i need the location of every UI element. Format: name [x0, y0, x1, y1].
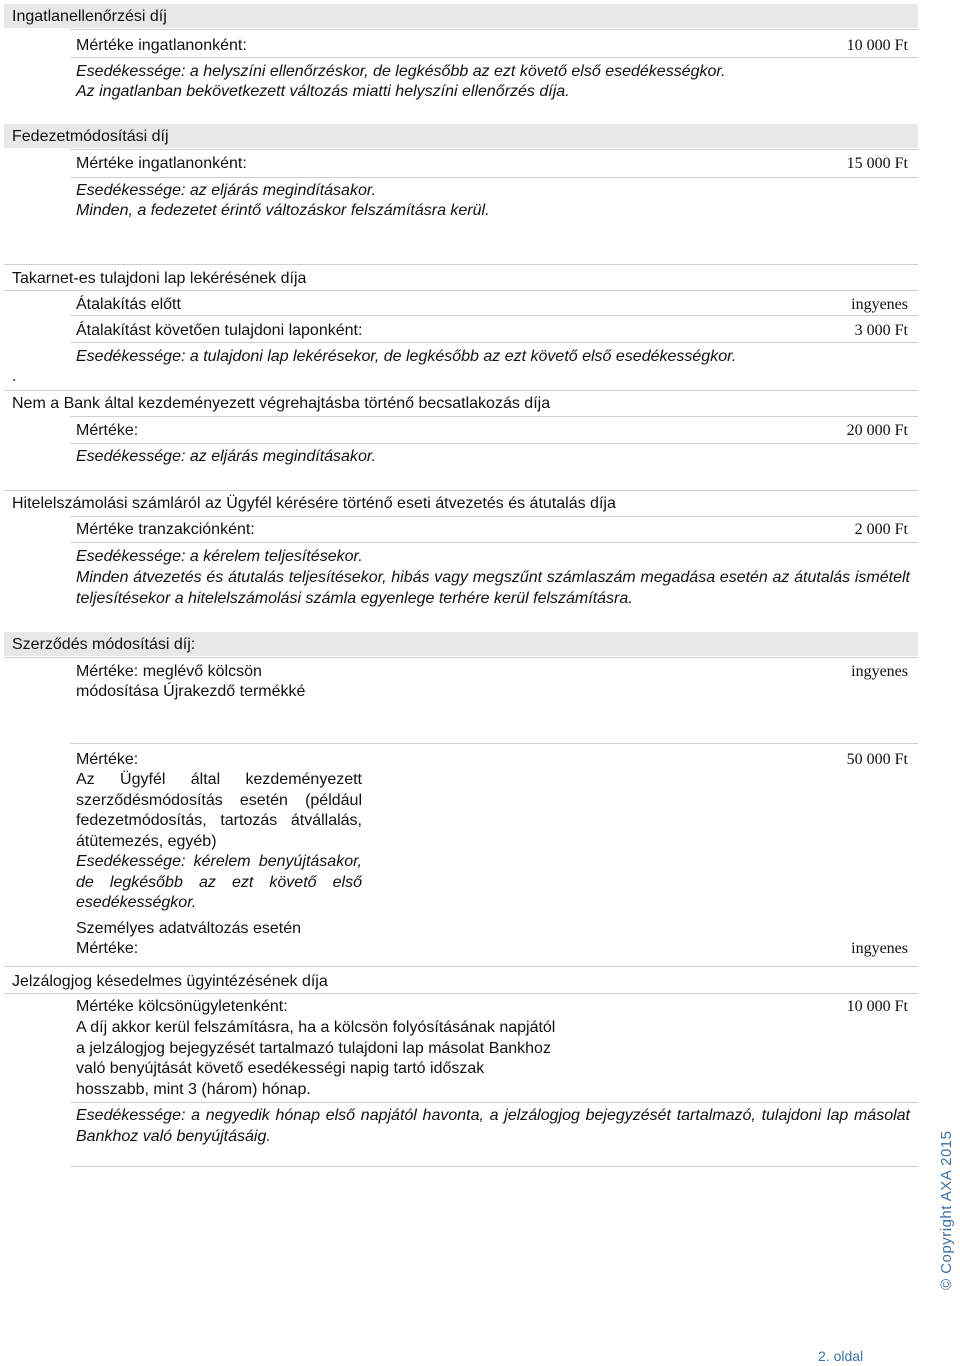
measure-label: Mértéke kölcsönügyletenként:: [76, 998, 288, 1015]
divider: [70, 743, 918, 744]
measure-label: Mértéke tranzakciónként:: [76, 521, 255, 538]
divider: [4, 657, 918, 658]
divider: [4, 264, 918, 265]
condition-text: A díj akkor kerül felszámításra, ha a kölcsön folyósításának napjától a jelzálogjog bejegyzését tartalmazó tulajdoni lap másolat Bankhoz való benyújtását követő esedékességi napig tartó időszak hosszabb, mint 3 (három) hónap.: [76, 1019, 556, 1098]
copyright-text: © Copyright AXA 2015: [938, 1130, 955, 1290]
divider: [4, 490, 918, 491]
section-title-takarnet: Takarnet-es tulajdoni lap lekérésének díja: [12, 270, 307, 287]
price-value: 10 000 Ft: [846, 37, 908, 54]
section-title-fedezet: Fedezetmódosítási díj: [12, 128, 169, 145]
divider: [70, 443, 918, 444]
divider: [70, 177, 918, 178]
dot-text: .: [12, 368, 17, 385]
measure-label: Mértéke ingatlanonként:: [76, 155, 247, 172]
divider: [70, 416, 918, 417]
measure-label: Mértéke:: [76, 422, 139, 439]
price-value: 2 000 Ft: [854, 521, 908, 538]
price-value: ingyenes: [851, 940, 908, 957]
measure-description: Az Ügyfél által kezdeményezett szerződésmódosítás esetén (például fedezetmódosítás, tartozás átvállalás, átütemezés, egyéb): [76, 771, 362, 850]
due-text: Minden, a fedezetet érintő változáskor felszámításra kerül.: [76, 202, 490, 219]
price-value: ingyenes: [851, 663, 908, 680]
divider: [70, 542, 918, 543]
divider: [70, 342, 918, 343]
divider: [4, 993, 918, 994]
due-text: Esedékessége: kérelem benyújtásakor, de legkésőbb az ezt követő első esedékességkor.: [76, 853, 362, 911]
price-value: 15 000 Ft: [846, 155, 908, 172]
divider: [4, 966, 918, 967]
page-number: 2. oldal: [818, 1348, 864, 1364]
divider: [70, 315, 918, 316]
section-title-hitel: Hitelelszámolási számláról az Ügyfél kérésére történő eseti átvezetés és átutalás díja: [12, 495, 616, 512]
due-text: Esedékessége: a negyedik hónap első napjától havonta, a jelzálogjog bejegyzését tartalmazó, tulajdoni lap másolat Bankhoz való benyújtásáig.: [76, 1107, 910, 1145]
due-text: Esedékessége: az eljárás megindításakor.: [76, 182, 377, 199]
before-label: Átalakítás előtt: [76, 296, 181, 313]
measure-label: Mértéke:: [76, 751, 139, 768]
due-text: Esedékessége: a tulajdoni lap lekérésekor, de legkésőbb az ezt követő első esedékességkor.: [76, 348, 737, 365]
section-title-ingatlan: Ingatlanellenőrzési díj: [12, 8, 167, 25]
due-text: Esedékessége: a helyszíni ellenőrzéskor, de legkésőbb az ezt követő első esedékességkor.: [76, 63, 726, 80]
divider: [70, 516, 918, 517]
price-value: 50 000 Ft: [846, 751, 908, 768]
due-text: Esedékessége: a kérelem teljesítésekor.: [76, 548, 363, 565]
measure-line: Mértéke: meglévő kölcsön: [76, 663, 262, 680]
divider: [70, 57, 918, 58]
after-price: 3 000 Ft: [854, 322, 908, 339]
due-text: Esedékessége: az eljárás megindításakor.: [76, 448, 377, 465]
price-value: 20 000 Ft: [846, 422, 908, 439]
divider: [4, 390, 918, 391]
divider: [4, 290, 918, 291]
price-value: 10 000 Ft: [846, 998, 908, 1015]
divider: [70, 1102, 918, 1103]
section-title-becsatlakozas: Nem a Bank által kezdeményezett végrehajtásba történő becsatlakozás díja: [12, 395, 551, 412]
section-title-jelzalog: Jelzálogjog késedelmes ügyintézésének díja: [12, 973, 328, 990]
measure-line: Mértéke:: [76, 940, 139, 957]
divider: [70, 29, 918, 30]
after-label: Átalakítást követően tulajdoni laponként:: [76, 322, 363, 339]
measure-label: Mértéke ingatlanonként:: [76, 37, 247, 54]
measure-line: módosítása Újrakezdő termékké: [76, 683, 306, 700]
divider: [70, 149, 918, 150]
section-title-szerzodes: Szerződés módosítási díj:: [12, 636, 196, 653]
before-price: ingyenes: [851, 296, 908, 313]
note-text: Minden átvezetés és átutalás teljesítésekor, hibás vagy megszűnt számlaszám megadása esetén az átutalás ismételt teljesítésekor a hitelelszámolási számla egyenlege terhére kerül felszámításra.: [76, 569, 910, 607]
due-text: Az ingatlanban bekövetkezett változás miatti helyszíni ellenőrzés díja.: [76, 83, 570, 100]
divider: [70, 1166, 918, 1167]
measure-line: Személyes adatváltozás esetén: [76, 920, 302, 937]
